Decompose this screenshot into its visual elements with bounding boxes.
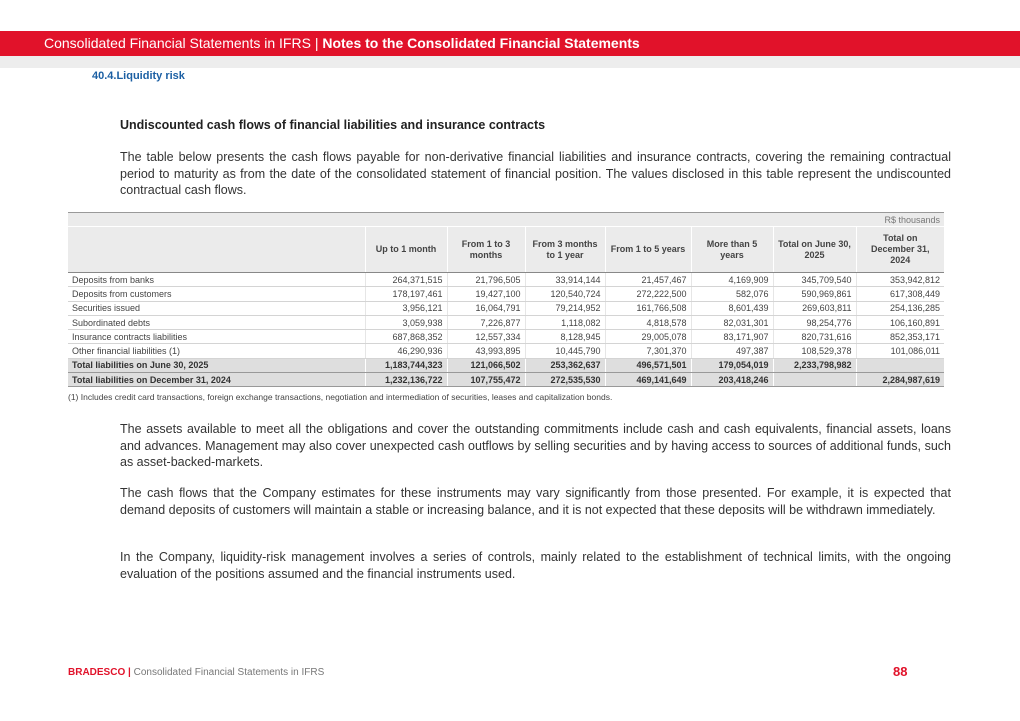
column-header: Total on December 31, 2024 xyxy=(856,227,944,273)
row-label: Insurance contracts liabilities xyxy=(68,330,365,344)
total-value: 1,232,136,722 xyxy=(365,373,447,387)
cell-value: 82,031,301 xyxy=(691,315,773,329)
total-value: 2,284,987,619 xyxy=(856,373,944,387)
row-label: Other financial liabilities (1) xyxy=(68,344,365,358)
cell-value: 98,254,776 xyxy=(773,315,856,329)
column-header: More than 5 years xyxy=(691,227,773,273)
cell-value: 29,005,078 xyxy=(605,330,691,344)
paragraph-management: In the Company, liquidity-risk management involves a series of controls, mainly related to the establishment of technical limits, with the ongoing evaluation of the positions assumed and the financial instruments used. xyxy=(120,550,951,581)
total-value: 107,755,472 xyxy=(447,373,525,387)
cell-value: 19,427,100 xyxy=(447,287,525,301)
unit-row xyxy=(68,213,944,227)
total-value: 469,141,649 xyxy=(605,373,691,387)
cell-value: 687,868,352 xyxy=(365,330,447,344)
cell-value: 820,731,616 xyxy=(773,330,856,344)
total-row xyxy=(68,358,944,372)
header-separator: | xyxy=(314,35,319,51)
cell-value: 10,445,790 xyxy=(525,344,605,358)
header-banner xyxy=(0,31,1020,56)
cell-value: 106,160,891 xyxy=(856,315,944,329)
section-number: 40.4.Liquidity risk xyxy=(92,70,185,82)
header-subband xyxy=(0,56,1020,68)
total-value: 203,418,246 xyxy=(691,373,773,387)
total-value: 2,233,798,982 xyxy=(773,358,856,372)
row-label: Securities issued xyxy=(68,301,365,315)
cell-value: 161,766,508 xyxy=(605,301,691,315)
cell-value: 8,128,945 xyxy=(525,330,605,344)
cell-value: 497,387 xyxy=(691,344,773,358)
total-value xyxy=(856,358,944,372)
column-header: Up to 1 month xyxy=(365,227,447,273)
table-row xyxy=(68,301,944,315)
total-label: Total liabilities on June 30, 2025 xyxy=(68,358,365,372)
cell-value: 272,222,500 xyxy=(605,287,691,301)
table-footnote: (1) Includes credit card transactions, foreign exchange transactions, negotiation and intermediation of securities, leases and capitalization bonds. xyxy=(68,392,613,402)
total-value: 253,362,637 xyxy=(525,358,605,372)
cell-value: 4,818,578 xyxy=(605,315,691,329)
table-heading: Undiscounted cash flows of financial liabilities and insurance contracts xyxy=(120,118,546,132)
cell-value: 79,214,952 xyxy=(525,301,605,315)
header-title-right: Notes to the Consolidated Financial Statements xyxy=(322,35,640,51)
page-top-margin xyxy=(0,0,1020,31)
cell-value: 46,290,936 xyxy=(365,344,447,358)
cell-value: 108,529,378 xyxy=(773,344,856,358)
header-blank xyxy=(68,227,365,273)
table-row xyxy=(68,330,944,344)
total-value: 272,535,530 xyxy=(525,373,605,387)
paragraph-assets: The assets available to meet all the obligations and cover the outstanding commitments include cash and cash equivalents, financial assets, loans and advances. Management may also cover unexpected cash outflows by selling securities and by having access to sources of additional funds, such as asset-backed-markets. xyxy=(120,422,951,469)
cell-value: 590,969,861 xyxy=(773,287,856,301)
total-value: 121,066,502 xyxy=(447,358,525,372)
cell-value: 43,993,895 xyxy=(447,344,525,358)
total-value: 179,054,019 xyxy=(691,358,773,372)
row-label: Deposits from banks xyxy=(68,273,365,287)
cell-value: 33,914,144 xyxy=(525,273,605,287)
header-row xyxy=(68,227,944,273)
cell-value: 120,540,724 xyxy=(525,287,605,301)
cell-value: 4,169,909 xyxy=(691,273,773,287)
liquidity-table xyxy=(68,212,944,387)
header-title-left: Consolidated Financial Statements in IFRS xyxy=(44,35,311,51)
total-row xyxy=(68,373,944,387)
cell-value: 21,457,467 xyxy=(605,273,691,287)
unit-label: R$ thousands xyxy=(68,213,944,227)
total-value: 1,183,744,323 xyxy=(365,358,447,372)
cell-value: 269,603,811 xyxy=(773,301,856,315)
footer-text: Consolidated Financial Statements in IFRS xyxy=(133,667,325,678)
cell-value: 345,709,540 xyxy=(773,273,856,287)
cell-value: 852,353,171 xyxy=(856,330,944,344)
column-header: From 1 to 3 months xyxy=(447,227,525,273)
total-value xyxy=(773,373,856,387)
cell-value: 8,601,439 xyxy=(691,301,773,315)
total-label: Total liabilities on December 31, 2024 xyxy=(68,373,365,387)
table-row xyxy=(68,273,944,287)
cell-value: 7,226,877 xyxy=(447,315,525,329)
footer xyxy=(68,667,324,678)
table-row xyxy=(68,344,944,358)
paragraph-cash-flows: The cash flows that the Company estimates for these instruments may vary significantly from those presented. For example, it is expected that demand deposits of customers will maintain a stable or increasing balance, and it is not expected that these deposits will be withdrawn immediately. xyxy=(120,486,951,517)
footer-separator: | xyxy=(128,667,131,678)
cell-value: 178,197,461 xyxy=(365,287,447,301)
cell-value: 617,308,449 xyxy=(856,287,944,301)
cell-value: 582,076 xyxy=(691,287,773,301)
total-value: 496,571,501 xyxy=(605,358,691,372)
cell-value: 1,118,082 xyxy=(525,315,605,329)
cell-value: 101,086,011 xyxy=(856,344,944,358)
column-header: From 3 months to 1 year xyxy=(525,227,605,273)
cell-value: 12,557,334 xyxy=(447,330,525,344)
cell-value: 264,371,515 xyxy=(365,273,447,287)
cell-value: 3,059,938 xyxy=(365,315,447,329)
cell-value: 353,942,812 xyxy=(856,273,944,287)
cell-value: 3,956,121 xyxy=(365,301,447,315)
page-number: 88 xyxy=(893,664,908,679)
cell-value: 21,796,505 xyxy=(447,273,525,287)
cell-value: 7,301,370 xyxy=(605,344,691,358)
cell-value: 254,136,285 xyxy=(856,301,944,315)
row-label: Subordinated debts xyxy=(68,315,365,329)
footer-brand: BRADESCO xyxy=(68,667,126,678)
cell-value: 16,064,791 xyxy=(447,301,525,315)
row-label: Deposits from customers xyxy=(68,287,365,301)
column-header: Total on June 30, 2025 xyxy=(773,227,856,273)
table-row xyxy=(68,315,944,329)
column-header: From 1 to 5 years xyxy=(605,227,691,273)
intro-paragraph: The table below presents the cash flows payable for non-derivative financial liabilities and insurance contracts, covering the remaining contractual period to maturity as from the date of the consolidated statement of financial position. The values disclosed in this table represent the undiscounted contractual cash flows. xyxy=(120,150,951,197)
cell-value: 83,171,907 xyxy=(691,330,773,344)
table-row xyxy=(68,287,944,301)
